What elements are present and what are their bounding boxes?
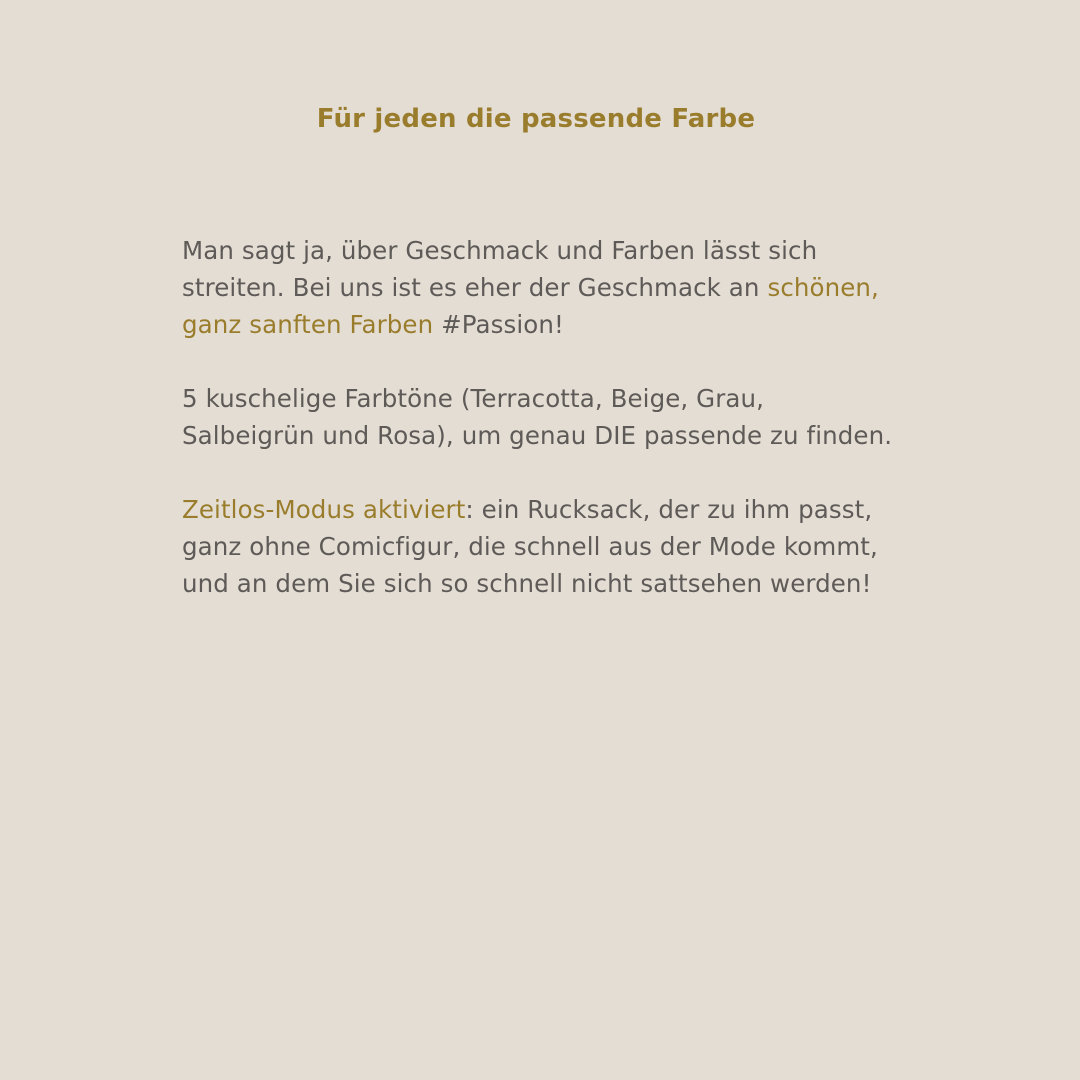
paragraph-line: #Passion!: [433, 310, 564, 339]
paragraph-line: und an dem Sie sich so schnell nicht sattsehen werden!: [182, 569, 872, 598]
highlight-text: schönen,: [767, 273, 879, 302]
paragraph-line: 5 kuschelige Farbtöne (Terracotta, Beige, Grau,: [182, 384, 765, 413]
paragraph-line: Salbeigrün und Rosa), um genau DIE passende zu finden.: [182, 421, 893, 450]
page-title: Für jeden die passende Farbe: [316, 104, 756, 134]
paragraph-line: streiten. Bei uns ist es eher der Geschmack an: [182, 273, 768, 302]
body-text: [182, 232, 942, 639]
paragraph-line: Man sagt ja, über Geschmack und Farben lässt sich: [182, 236, 818, 265]
paragraph-taste: [182, 232, 942, 343]
paragraph-line: : ein Rucksack, der zu ihm passt,: [465, 495, 873, 524]
paragraph-timeless: [182, 491, 942, 602]
paragraph-line: ganz ohne Comicfigur, die schnell aus der Mode kommt,: [182, 532, 878, 561]
highlight-text: Zeitlos-Modus aktiviert: [182, 495, 466, 524]
highlight-text: ganz sanften Farben: [182, 310, 434, 339]
paragraph-colors: [182, 380, 942, 454]
